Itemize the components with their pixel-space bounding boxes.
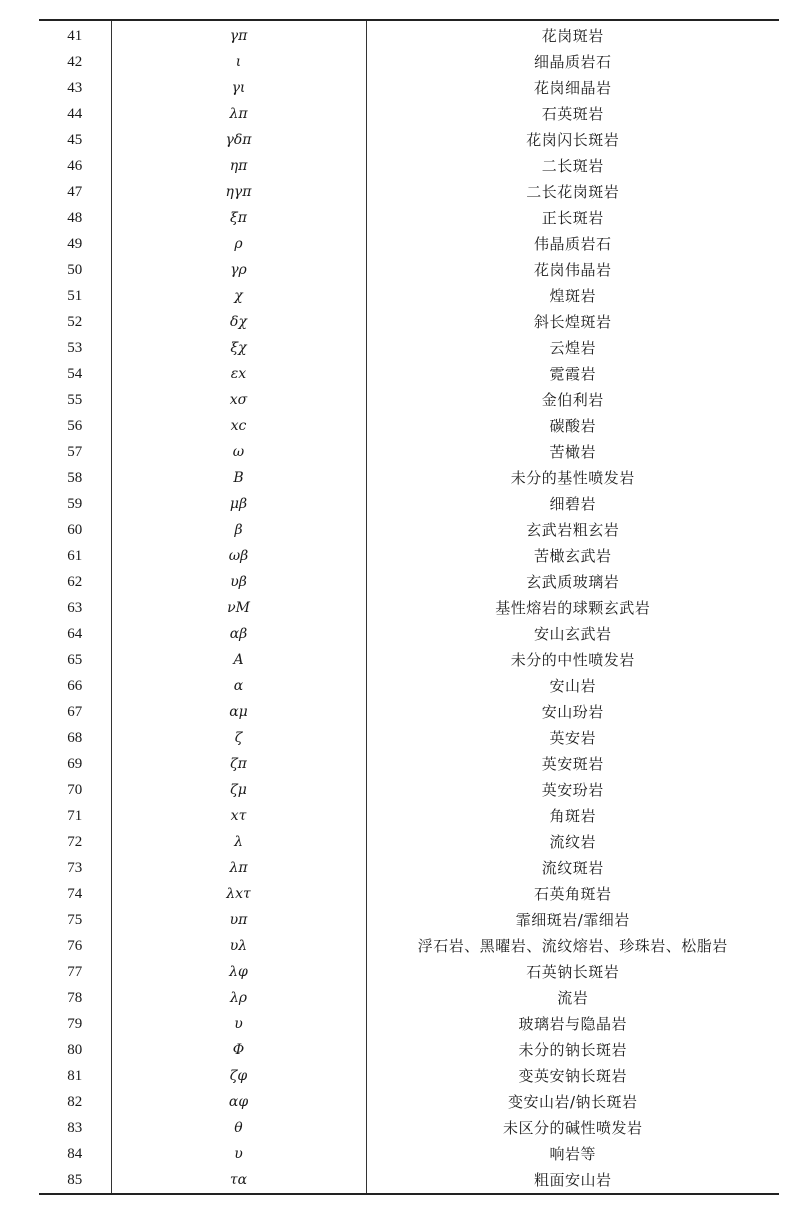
row-number: 71: [67, 808, 83, 824]
rock-name: 花岗斑岩: [541, 27, 604, 45]
rock-symbol: λxτ: [111, 881, 366, 907]
row-number: 76: [67, 938, 83, 954]
rock-name: 流纹斑岩: [541, 859, 604, 877]
table-row: [39, 621, 779, 647]
rock-name: 安山岩: [549, 677, 596, 695]
rock-symbol: λπ: [111, 855, 366, 881]
rock-symbol: υβ: [111, 569, 366, 595]
rock-name: 细碧岩: [549, 495, 596, 513]
table-row: [39, 75, 779, 101]
table-row: [39, 335, 779, 361]
rock-name: 金伯利岩: [541, 391, 604, 409]
row-number: 74: [67, 886, 83, 902]
row-number: 46: [67, 158, 83, 174]
rock-name: 花岗闪长斑岩: [526, 131, 620, 149]
rock-symbol: εx: [111, 361, 366, 387]
row-number: 50: [67, 262, 83, 278]
row-number: 47: [67, 184, 83, 200]
table-row: [39, 1141, 779, 1167]
rock-symbol: υπ: [111, 907, 366, 933]
rock-name: 英安玢岩: [541, 781, 604, 799]
row-number: 62: [67, 574, 83, 590]
rock-symbol: λρ: [111, 985, 366, 1011]
row-number: 85: [67, 1172, 83, 1188]
table-row: [39, 959, 779, 985]
rock-name: 未区分的碱性喷发岩: [502, 1119, 643, 1137]
rock-name: 云煌岩: [549, 339, 596, 357]
table-row: [39, 127, 779, 153]
table-row: [39, 569, 779, 595]
rock-symbol: ω: [111, 439, 366, 465]
rock-name: 未分的钠长斑岩: [518, 1041, 627, 1059]
row-number: 63: [67, 600, 83, 616]
rock-name: 斜长煌斑岩: [533, 313, 612, 331]
table-row: [39, 413, 779, 439]
rock-symbol: ζμ: [111, 777, 366, 803]
rock-symbol: λπ: [111, 101, 366, 127]
table-row: [39, 101, 779, 127]
rock-name: 霏细斑岩/霏细岩: [515, 911, 630, 929]
rock-name: 英安斑岩: [541, 755, 604, 773]
table-row: [39, 777, 779, 803]
table-row: [39, 205, 779, 231]
rock-symbol: ζπ: [111, 751, 366, 777]
rock-name: 流纹岩: [549, 833, 596, 851]
rock-symbol: xc: [111, 413, 366, 439]
table-row: [39, 699, 779, 725]
rock-symbol: β: [111, 517, 366, 543]
row-number: 75: [67, 912, 83, 928]
rock-symbol: δχ: [111, 309, 366, 335]
row-number: 82: [67, 1094, 83, 1110]
row-number: 70: [67, 782, 83, 798]
row-number: 81: [67, 1068, 83, 1084]
table-row: [39, 1089, 779, 1115]
rock-symbol: χ: [111, 283, 366, 309]
row-number: 84: [67, 1146, 83, 1162]
row-number: 65: [67, 652, 83, 668]
rock-name: 石英角斑岩: [533, 885, 612, 903]
row-number: 49: [67, 236, 83, 252]
table-row: [39, 231, 779, 257]
row-number: 45: [67, 132, 83, 148]
rock-symbol: υλ: [111, 933, 366, 959]
rock-name: 碳酸岩: [549, 417, 596, 435]
table-row: [39, 595, 779, 621]
table-row: [39, 257, 779, 283]
rock-name: 二长斑岩: [541, 157, 604, 175]
row-number: 78: [67, 990, 83, 1006]
rock-name: 安山玢岩: [541, 703, 604, 721]
row-number: 68: [67, 730, 83, 746]
rock-symbol: λφ: [111, 959, 366, 985]
table-row: [39, 647, 779, 673]
table-row: [39, 517, 779, 543]
rock-symbol: ωβ: [111, 543, 366, 569]
row-number: 44: [67, 106, 83, 122]
table-row: [39, 491, 779, 517]
table-row: [39, 309, 779, 335]
row-number: 59: [67, 496, 83, 512]
rock-name: 变安山岩/钠长斑岩: [507, 1093, 638, 1111]
table-row: [39, 1011, 779, 1037]
table-row: [39, 907, 779, 933]
rock-symbol: υ: [111, 1011, 366, 1037]
rock-symbol: γδπ: [111, 127, 366, 153]
row-number: 56: [67, 418, 83, 434]
row-number: 48: [67, 210, 83, 226]
row-number: 64: [67, 626, 83, 642]
rock-name: 角斑岩: [549, 807, 596, 825]
row-number: 83: [67, 1120, 83, 1136]
row-number: 69: [67, 756, 83, 772]
rock-symbol: τα: [111, 1167, 366, 1194]
rock-name: 浮石岩、黑曜岩、流纹熔岩、珍珠岩、松脂岩: [417, 937, 728, 955]
rock-symbol: λ: [111, 829, 366, 855]
rock-name: 苦橄玄武岩: [533, 547, 612, 565]
rock-name: 细晶质岩石: [533, 53, 612, 71]
table-row: [39, 179, 779, 205]
rock-symbol: νM: [111, 595, 366, 621]
rock-name: 苦橄岩: [549, 443, 596, 461]
rock-name: 二长花岗斑岩: [526, 183, 620, 201]
rock-name: 伟晶质岩石: [533, 235, 612, 253]
row-number: 41: [67, 28, 83, 44]
rock-symbol: xσ: [111, 387, 366, 413]
table-row: [39, 751, 779, 777]
table-row: [39, 1115, 779, 1141]
rock-symbol: α: [111, 673, 366, 699]
rock-name: 玻璃岩与隐晶岩: [518, 1015, 627, 1033]
row-number: 51: [67, 288, 83, 304]
rock-name: 石英斑岩: [541, 105, 604, 123]
rock-name: 英安岩: [549, 729, 596, 747]
table-row: [39, 1063, 779, 1089]
rock-symbol: γι: [111, 75, 366, 101]
table-row: [39, 465, 779, 491]
table-row: [39, 933, 779, 959]
row-number: 52: [67, 314, 83, 330]
rock-name: 未分的基性喷发岩: [510, 469, 635, 487]
rock-symbol-table: [39, 19, 779, 1195]
rock-symbol: xτ: [111, 803, 366, 829]
rock-name: 玄武质玻璃岩: [526, 573, 620, 591]
rock-name: 流岩: [557, 989, 589, 1007]
rock-name: 基性熔岩的球颗玄武岩: [495, 599, 651, 617]
rock-symbol: ζφ: [111, 1063, 366, 1089]
rock-name: 石英钠长斑岩: [526, 963, 620, 981]
rock-symbol: ξπ: [111, 205, 366, 231]
rock-name: 粗面安山岩: [533, 1171, 612, 1189]
row-number: 72: [67, 834, 83, 850]
rock-symbol: Φ: [111, 1037, 366, 1063]
rock-symbol-table-container: [39, 19, 779, 1195]
rock-name: 未分的中性喷发岩: [510, 651, 635, 669]
rock-symbol: ξχ: [111, 335, 366, 361]
table-row: [39, 283, 779, 309]
row-number: 80: [67, 1042, 83, 1058]
table-row: [39, 725, 779, 751]
rock-symbol: ηγπ: [111, 179, 366, 205]
row-number: 57: [67, 444, 83, 460]
rock-name: 霓霞岩: [549, 365, 596, 383]
row-number: 53: [67, 340, 83, 356]
table-row: [39, 543, 779, 569]
rock-symbol: ρ: [111, 231, 366, 257]
table-row: [39, 361, 779, 387]
rock-symbol: ηπ: [111, 153, 366, 179]
row-number: 58: [67, 470, 83, 486]
rock-symbol: B: [111, 465, 366, 491]
rock-name: 花岗细晶岩: [533, 79, 612, 97]
rock-symbol: A: [111, 647, 366, 673]
table-row: [39, 855, 779, 881]
rock-symbol: γπ: [111, 20, 366, 49]
row-number: 60: [67, 522, 83, 538]
rock-symbol: υ: [111, 1141, 366, 1167]
rock-symbol: μβ: [111, 491, 366, 517]
rock-symbol: ι: [111, 49, 366, 75]
rock-name: 响岩等: [549, 1145, 596, 1163]
row-number: 79: [67, 1016, 83, 1032]
table-row: [39, 829, 779, 855]
table-row: [39, 20, 779, 49]
table-row: [39, 1037, 779, 1063]
row-number: 67: [67, 704, 83, 720]
table-row: [39, 881, 779, 907]
table-row: [39, 49, 779, 75]
row-number: 54: [67, 366, 83, 382]
rock-name: 变英安钠长斑岩: [518, 1067, 627, 1085]
table-row: [39, 803, 779, 829]
row-number: 55: [67, 392, 83, 408]
rock-name: 正长斑岩: [541, 209, 604, 227]
rock-symbol: αμ: [111, 699, 366, 725]
row-number: 66: [67, 678, 83, 694]
table-row: [39, 985, 779, 1011]
rock-name: 玄武岩粗玄岩: [526, 521, 620, 539]
row-number: 42: [67, 54, 83, 70]
table-row: [39, 387, 779, 413]
table-row: [39, 153, 779, 179]
rock-symbol: γρ: [111, 257, 366, 283]
rock-symbol: θ: [111, 1115, 366, 1141]
rock-symbol: αφ: [111, 1089, 366, 1115]
rock-name: 花岗伟晶岩: [533, 261, 612, 279]
rock-symbol: ζ: [111, 725, 366, 751]
row-number: 73: [67, 860, 83, 876]
table-row: [39, 673, 779, 699]
rock-symbol: αβ: [111, 621, 366, 647]
table-row: [39, 439, 779, 465]
table-row: [39, 1167, 779, 1194]
rock-name: 煌斑岩: [549, 287, 596, 305]
table-body: [39, 20, 779, 1194]
rock-name: 安山玄武岩: [533, 625, 612, 643]
row-number: 61: [67, 548, 83, 564]
row-number: 43: [67, 80, 83, 96]
row-number: 77: [67, 964, 83, 980]
